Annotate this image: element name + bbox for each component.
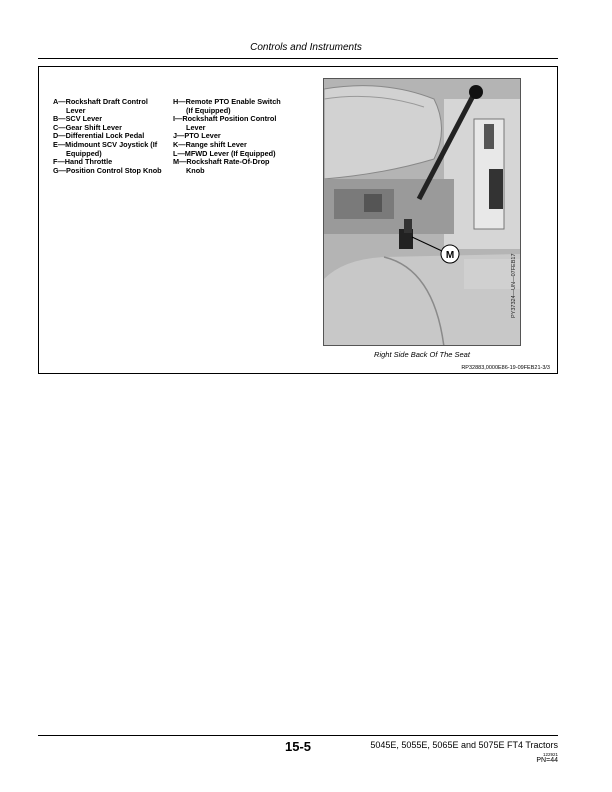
figure-caption: Right Side Back Of The Seat	[374, 350, 470, 359]
page-header: Controls and Instruments	[250, 42, 362, 53]
legend-item: F—Hand Throttle	[53, 157, 113, 167]
legend-column-1	[53, 98, 162, 175]
legend-item: B—SCV Lever	[53, 114, 103, 124]
legend-item: C—Gear Shift Lever	[53, 122, 122, 132]
legend-item: Lever	[186, 122, 206, 132]
callout-label: M	[445, 250, 455, 261]
legend-item: M—Rockshaft Rate-Of-Drop	[173, 157, 270, 167]
legend-item: D—Differential Lock Pedal	[53, 131, 145, 141]
legend-item: H—Remote PTO Enable Switch	[173, 97, 281, 106]
footer-model: 5045E, 5055E, 5065E and 5075E FT4 Tractors	[370, 740, 558, 750]
page-number: 15-5	[285, 739, 312, 754]
legend-item: G—Position Control Stop Knob	[53, 165, 162, 175]
footer-code: 122921	[542, 752, 558, 757]
legend-item: L—MFWD Lever (If Equipped)	[173, 148, 276, 158]
footer-rule	[38, 735, 558, 736]
legend-item: K—Range shift Lever	[173, 139, 247, 149]
legend-item: Lever	[66, 105, 86, 115]
legend-item: Knob	[186, 165, 205, 175]
figure-id: PY37324—UN—07FEB17	[511, 253, 517, 318]
legend-column-2	[173, 98, 281, 175]
legend-item: I—Rockshaft Position Control	[173, 114, 277, 124]
legend-item: Equipped)	[66, 148, 102, 158]
seat-photo	[323, 78, 521, 346]
seat-illustration	[324, 79, 521, 346]
footer-pn: PN=44	[536, 757, 558, 764]
legend-item: (If Equipped)	[186, 105, 231, 115]
legend-item: E—Midmount SCV Joystick (If	[53, 139, 158, 149]
legend-item: A—Rockshaft Draft Control	[53, 97, 148, 106]
legend-item: J—PTO Lever	[173, 131, 221, 141]
reference-code: RP32883,0000E86-19-09FEB21-3/3	[461, 365, 550, 371]
header-rule	[38, 58, 558, 59]
